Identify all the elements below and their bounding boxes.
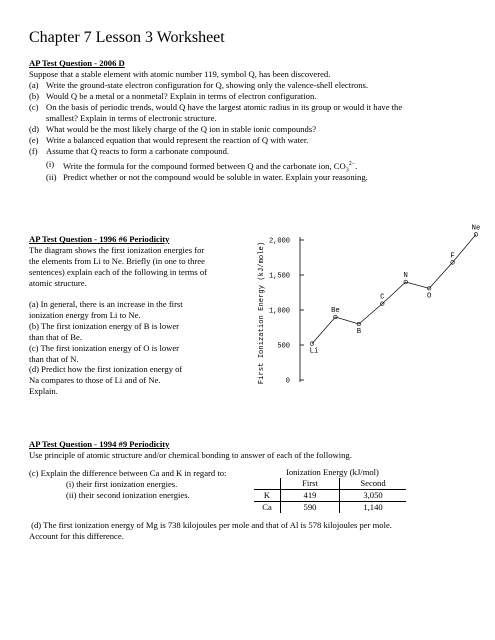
y-tick-label: 1,000 — [268, 307, 290, 316]
data-point-label: C — [380, 293, 385, 302]
sub-label: (ii) — [46, 172, 57, 182]
carbonate-subscript: 3 — [345, 167, 349, 174]
table-cell: 590 — [281, 502, 340, 514]
table-cell-element: K — [254, 490, 281, 502]
y-tick-label: 0 — [285, 377, 290, 386]
part-line: (b) The first ionization energy of B is lower — [29, 320, 180, 331]
data-point-label: N — [403, 272, 408, 280]
ionization-energy-table — [254, 478, 406, 513]
table-cell: 1,140 — [340, 502, 407, 514]
question-2006-intro: Suppose that a stable element with atomic number 119, symbol Q, has been discovered. — [29, 69, 331, 79]
table-header: First — [281, 478, 340, 490]
question-1994-intro: Use principle of atomic structure and/or chemical bonding to answer of each of the following. — [29, 450, 352, 460]
data-point-label: Ne — [471, 224, 481, 233]
question-2006-item-d — [29, 124, 479, 135]
part-d-line: Account for this difference. — [29, 530, 124, 541]
table-cell: 3,050 — [340, 490, 407, 502]
intro-line: sentences) explain each of the following in terms of — [29, 266, 208, 277]
question-1994-part-c-ii: (ii) their second ionization energies. — [66, 490, 190, 500]
intro-line: atomic structure. — [29, 277, 87, 288]
chart-series — [310, 233, 478, 346]
part-line: (d) Predict how the first ionization energy of — [29, 364, 183, 375]
item-text: Would Q be a metal or a nonmetal? Explain in terms of electron configuration. — [46, 91, 317, 101]
item-label: (b) — [29, 91, 40, 101]
question-2006-sub-ii — [46, 172, 486, 183]
y-tick-label: 500 — [277, 342, 290, 351]
question-1996-intro — [29, 245, 254, 289]
sub-label: (i) — [46, 159, 55, 169]
item-text: Write the ground-state electron configuration for Q, showing only the valence-shell electrons. — [46, 80, 369, 90]
ionization-table-caption: Ionization Energy (kJ/mol) — [286, 467, 379, 477]
data-point-label: Be — [331, 307, 340, 315]
page-title: Chapter 7 Lesson 3 Worksheet — [29, 29, 225, 46]
question-2006-item-b — [29, 91, 479, 102]
part-line: Na compares to those of Li and of Ne. — [29, 375, 161, 386]
y-tick-label: 2,000 — [268, 237, 290, 246]
intro-line: The diagram shows the first ionization energies for — [29, 245, 205, 255]
question-1994-part-d — [29, 520, 489, 542]
item-text: On the basis of periodic trends, would Q have the largest atomic radius in its group or would it have the — [46, 102, 403, 112]
table-header: Second — [340, 478, 407, 490]
question-1996-parts — [29, 299, 254, 397]
item-label: (a) — [29, 80, 39, 90]
question-1994-part-c-i: (i) their first ionization energies. — [66, 479, 178, 489]
item-label: (e) — [29, 135, 39, 145]
part-line: ionization energy from Li to Ne. — [29, 309, 141, 320]
table-row — [254, 490, 406, 502]
item-label: (c) — [29, 102, 39, 112]
data-point-label: O — [426, 292, 432, 301]
sub-text: Write the formula for the compound formed between Q and the carbonate ion, $CO_3^{2-}$. — [63, 160, 358, 174]
question-2006-sub-i — [46, 159, 486, 174]
table-cell-element: Ca — [254, 502, 281, 514]
data-point-label: F — [450, 252, 455, 261]
question-2006-item-f — [29, 146, 479, 157]
question-2006-heading: AP Test Question - 2006 D — [29, 58, 125, 68]
y-axis-label: First Ionization Energy (kJ/mole) — [258, 241, 266, 385]
item-text: What would be the most likely charge of the Q ion in stable ionic compounds? — [46, 124, 317, 134]
part-line: Explain. — [29, 386, 58, 397]
sub-text: Predict whether or not the compound would be soluble in water. Explain your reasoning. — [63, 172, 368, 182]
question-1994-part-c: (c) Explain the difference between Ca and K in regard to: — [29, 468, 227, 478]
ionization-energy-line — [312, 234, 476, 343]
item-text: Assume that Q reacts to form a carbonate compound. — [46, 146, 230, 156]
carbonate-charge: 2− — [348, 161, 356, 167]
part-line: (a) In general, there is an increase in the first — [29, 299, 183, 309]
data-point-label: B — [356, 328, 362, 336]
question-2006-item-c — [29, 102, 479, 124]
question-1996-heading: AP Test Question - 1996 #6 Periodicity — [29, 234, 170, 244]
question-1994-heading: AP Test Question - 1994 #9 Periodicity — [29, 439, 170, 449]
question-2006-item-e — [29, 135, 479, 146]
part-line: than that of N. — [29, 353, 79, 364]
y-tick-label: 1,500 — [268, 272, 290, 281]
table-row — [254, 502, 406, 514]
item-text: smallest? Explain in terms of electronic structure. — [46, 113, 217, 123]
intro-line: the elements from Li to Ne. Briefly (in one to three — [29, 255, 205, 266]
question-2006-item-a — [29, 80, 479, 91]
chart-point-labels — [310, 224, 481, 355]
part-line: (c) The first ionization energy of O is lower — [29, 342, 180, 353]
ionization-energy-chart — [254, 224, 484, 394]
part-line: than that of Be. — [29, 331, 82, 342]
data-point — [474, 233, 478, 237]
item-label: (d) — [29, 124, 40, 134]
chart-ticks — [269, 238, 304, 386]
part-d-line: (d) The first ionization energy of Mg is 738 kilojoules per mole and that of Al is 578 kilojoules per mole. — [29, 520, 392, 530]
item-label: (f) — [29, 146, 38, 156]
data-point-label: Li — [309, 347, 319, 356]
item-text: Write a balanced equation that would represent the reaction of Q with water. — [46, 135, 309, 145]
table-cell: 419 — [281, 490, 340, 502]
table-header-row — [254, 478, 406, 490]
